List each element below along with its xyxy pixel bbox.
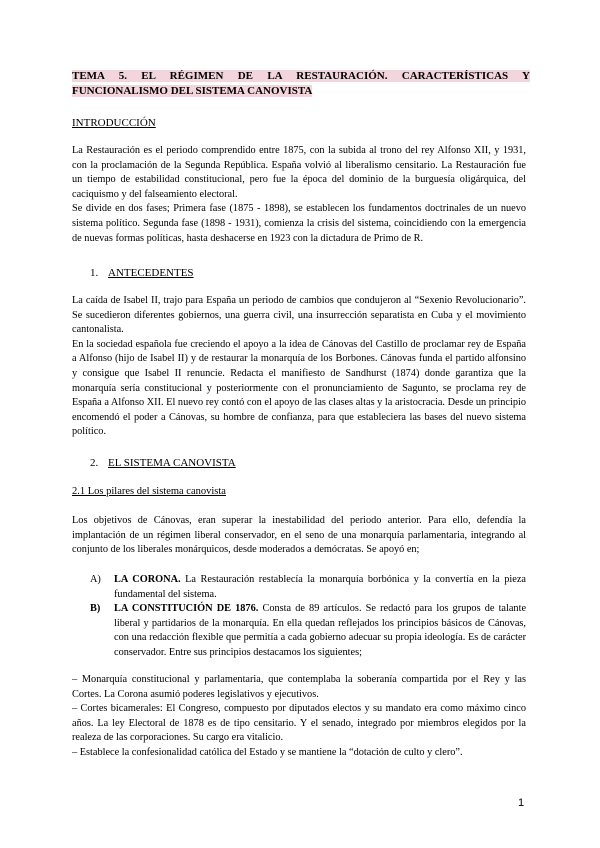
pillar-label: B) [90,603,101,615]
document-title: TEMA 5. EL RÉGIMEN DE LA RESTAURACIÓN. CARACTERÍSTICAS Y FUNCIONALISMO DEL SISTEMA CANOVISTA [72,70,530,97]
pillar-text: Consta de 89 artículos. Se redactó para los grupos de talante liberal y partidarios de la monarquía. En ella quedan reflejados los principios básicos de Cánovas, con una redacción flexible que permitía a cada gobierno adecuar su propia ideología. Es de carácter conservador. Entre sus principios destacamos los siguientes; [114,603,527,658]
pillar-body [114,602,526,660]
pillar-item-a [90,573,526,602]
sistema-paragraph-1: Los objetivos de Cánovas, eran superar la inestabilidad del periodo anterior. Para ello, defendía la implantación de un régimen liberal conservador, en el seno de una monarquía parlamentaria, integrando al conjunto de los liberales monárquicos, desde moderados a demócratas. Se apoyó en; [72,515,526,556]
pillar-item-b [90,602,526,660]
principle-item: – Establece la confesionalidad católica del Estado y se mantiene la “dotación de culto y clero”. [72,746,463,758]
intro-heading: INTRODUCCIÓN [72,117,156,129]
principle-item: – Cortes bicamerales: El Congreso, compuesto por diputados electos y su mandato era como máximo cinco años. La ley Electoral de 1878 es de tipo censitario. Y el senado, integrado por miembros elegidos por la realeza de las corporaciones. Su cargo era vitalicio. [72,703,526,744]
antecedentes-section [72,294,526,440]
antecedentes-paragraph-1: La caída de Isabel II, trajo para España un periodo de cambios que condujeron al “Sexenio Revolucionario”. Se sucedieron diferentes gobiernos, una guerra civil, una insurrección separatista en Cuba y el movimiento cantonalista. [72,295,526,336]
antecedentes-title: ANTECEDENTES [108,267,194,279]
pillar-title: LA CONSTITUCIÓN DE 1876. [114,603,259,615]
antecedentes-heading [90,266,194,280]
pillars-list [90,573,526,661]
intro-paragraph-2: Se divide en dos fases; Primera fase (1875 - 1898), se establecen los fundamentos doctrinales de un nuevo sistema político. Segunda fase (1898 - 1931), comienza la crisis del sistema, coincidiendo con la emergencia de nuevas formas políticas, hasta deshacerse en 1923 con la dictadura de Primo de R. [72,203,526,244]
pillar-label: A) [90,574,101,585]
sistema-subheading: 2.1 Los pilares del sistema canovista [72,486,226,497]
antecedentes-number: 1. [90,267,99,279]
pillar-body [114,573,526,602]
sistema-title: EL SISTEMA CANOVISTA [108,457,236,469]
pillar-text: La Restauración restablecía la monarquía borbónica y la convertía en la pieza fundamental del sistema. [114,574,526,600]
intro-paragraph-1: La Restauración es el periodo comprendido entre 1875, con la subida al trono del rey Alfonso XII, y 1931, con la proclamación de la Segunda República. España volvió al liberalismo censitario. La Restauración fue un tiempo de estabilidad constitucional, pero fue la época del dominio de la burguesía oligárquica, del caciquismo y del falseamiento electoral. [72,145,526,200]
principles-list [72,673,526,761]
intro-section [72,144,526,246]
pillar-title: LA CORONA. [114,574,181,585]
sistema-number: 2. [90,457,99,469]
sistema-heading [90,456,236,470]
principle-item: – Monarquía constitucional y parlamentaria, que contemplaba la soberanía compartida por el Rey y las Cortes. La Corona asumió poderes legislativos y ejecutivos. [72,674,526,700]
antecedentes-paragraph-2: En la sociedad española fue creciendo el apoyo a la idea de Cánovas del Castillo de proclamar rey de España a Alfonso (hijo de Isabel II) y de restaurar la monarquía de los Borbones. Cánovas funda el partido alfonsino y consigue que Isabel II renuncie. Redacta el manifiesto de Sandhurst (1874) donde garantiza que la monarquía sería constitucional y posteriormente con el pronunciamiento de Sagunto, se proclama rey de España a Alfonso XII. El nuevo rey contó con el apoyo de las clases altas y la aristocracia. Desde un principio encomendó el poder a Cánovas, su hombre de confianza, para que estableciera las bases del nuevo sistema político. [72,338,526,438]
page-number: 1 [518,797,525,809]
